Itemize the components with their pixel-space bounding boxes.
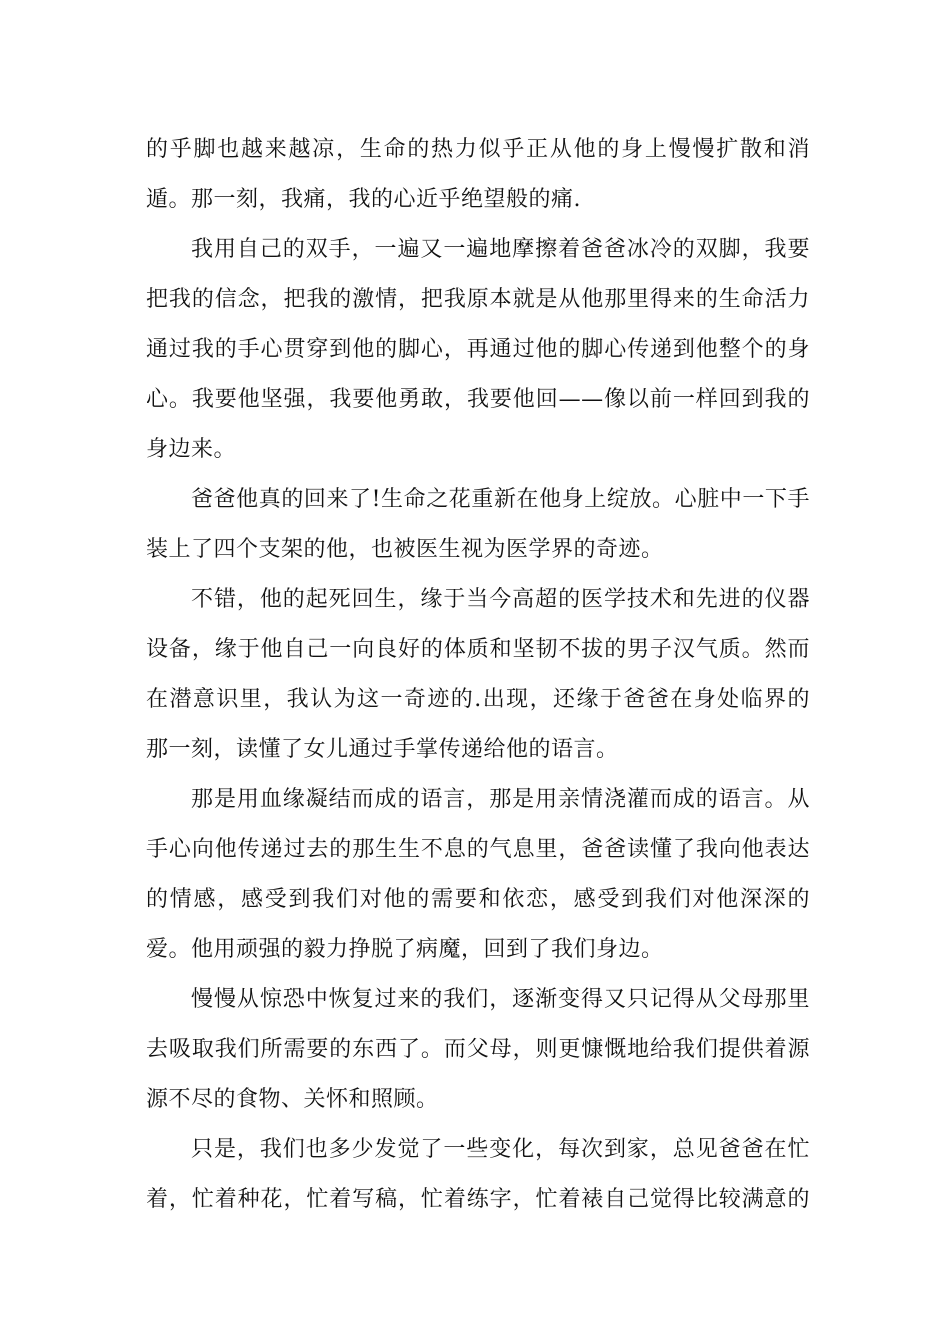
text-line: 手心向他传递过去的那生生不息的气息里，爸爸读懂了我向他表达 — [146, 837, 810, 862]
text-line: 去吸取我们所需要的东西了。而父母，则更慷慨地给我们提供着源 — [146, 1037, 810, 1062]
paragraph-first-line: 慢慢从惊恐中恢复过来的我们，逐渐变得又只记得从父母那里 — [191, 987, 810, 1012]
paragraph-first-line: 那是用血缘凝结而成的语言，那是用亲情浇灌而成的语言。从 — [191, 787, 810, 812]
text-line: 源不尽的食物、关怀和照顾。 — [146, 1087, 439, 1112]
text-line: 设备，缘于他自己一向良好的体质和坚韧不拔的男子汉气质。然而 — [146, 637, 810, 662]
text-line: 把我的信念，把我的激情，把我原本就是从他那里得来的生命活力 — [146, 287, 810, 312]
text-line: 通过我的手心贯穿到他的脚心，再通过他的脚心传递到他整个的身 — [146, 337, 810, 362]
text-line: 在潜意识里，我认为这一奇迹的.出现，还缘于爸爸在身处临界的 — [146, 687, 810, 712]
paragraph-first-line: 我用自己的双手，一遍又一遍地摩擦着爸爸冰冷的双脚，我要 — [191, 237, 810, 262]
text-line: 爱。他用顽强的毅力挣脱了病魔，回到了我们身边。 — [146, 937, 664, 962]
text-line: 的乎脚也越来越凉，生命的热力似乎正从他的身上慢慢扩散和消 — [146, 137, 810, 162]
text-line: 那一刻，读懂了女儿通过手掌传递给他的语言。 — [146, 737, 619, 762]
text-line: 心。我要他坚强，我要他勇敢，我要他回——像以前一样回到我的 — [146, 387, 810, 412]
text-line: 的情感，感受到我们对他的需要和依恋，感受到我们对他深深的 — [146, 887, 810, 912]
paragraph-first-line: 爸爸他真的回来了!生命之花重新在他身上绽放。心脏中一下手 — [191, 487, 810, 512]
text-line: 着，忙着种花，忙着写稿，忙着练字，忙着裱自己觉得比较满意的 — [146, 1187, 810, 1212]
text-line: 遁。那一刻，我痛，我的心近乎绝望般的痛. — [146, 187, 581, 212]
paragraph-first-line: 不错，他的起死回生，缘于当今高超的医学技术和先进的仪器 — [191, 587, 810, 612]
paragraph-first-line: 只是，我们也多少发觉了一些变化，每次到家，总见爸爸在忙 — [191, 1137, 810, 1162]
text-line: 身边来。 — [146, 437, 237, 462]
text-line: 装上了四个支架的他，也被医生视为医学界的奇迹。 — [146, 537, 664, 562]
